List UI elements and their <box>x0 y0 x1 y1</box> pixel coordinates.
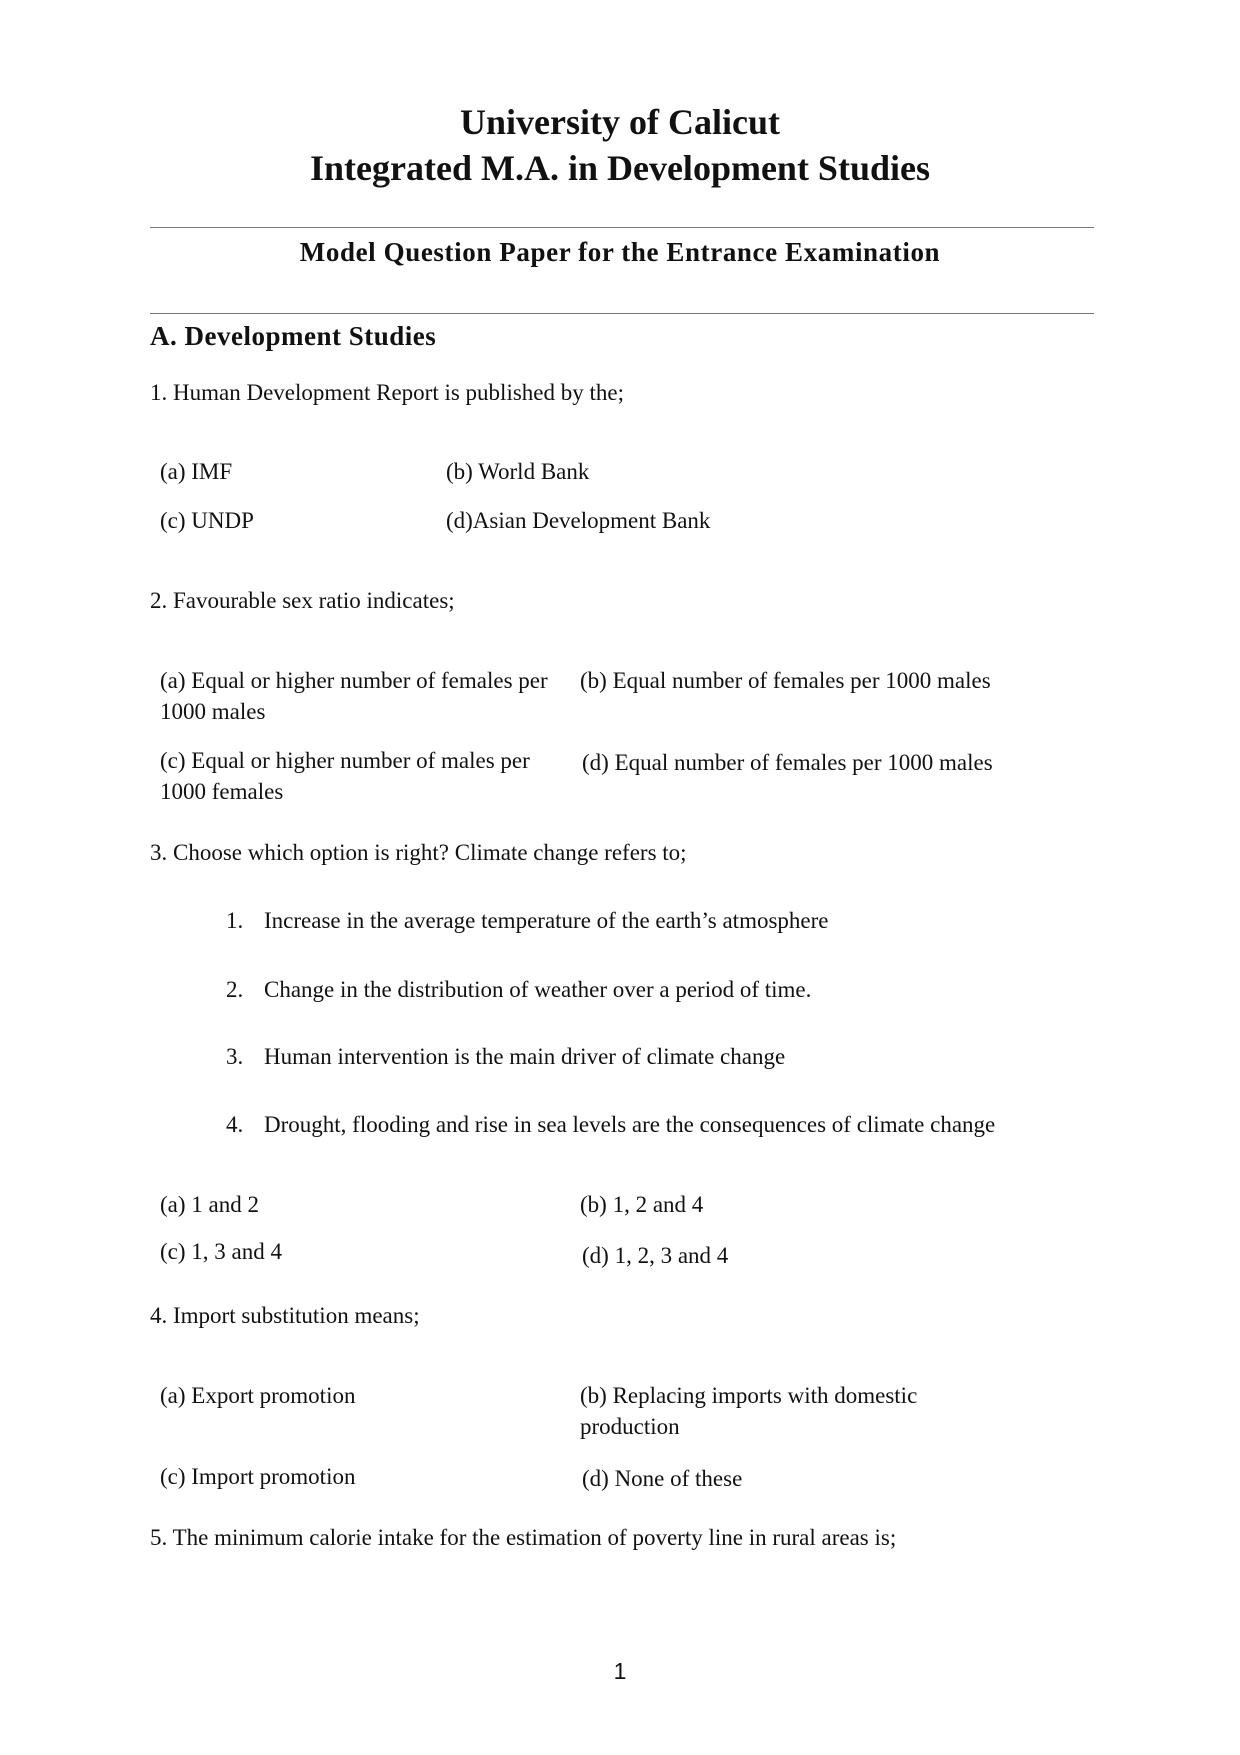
programme-title: Integrated M.A. in Development Studies <box>310 148 930 188</box>
bottom-divider <box>150 313 1094 314</box>
paper-title: Model Question Paper for the Entrance Examination <box>299 237 941 267</box>
top-divider <box>150 227 1094 228</box>
question-3-statement-4: Drought, flooding and rise in sea levels are the consequences of climate change <box>264 1112 996 1137</box>
question-3-statement-1: Increase in the average temperature of the earth’s atmosphere <box>264 908 829 933</box>
question-3-option-c: (c) 1, 3 and 4 <box>160 1239 282 1264</box>
question-3-text: 3. Choose which option is right? Climate change refers to; <box>150 840 687 865</box>
question-3-statement-3: Human intervention is the main driver of climate change <box>264 1044 786 1069</box>
question-4-text: 4. Import substitution means; <box>150 1303 420 1328</box>
question-4-option-d: (d) None of these <box>582 1466 743 1491</box>
question-2-option-a: (a) Equal or higher number of females per 1000 males <box>160 668 548 724</box>
question-5-text: 5. The minimum calorie intake for the estimation of poverty line in rural areas is; <box>150 1525 897 1550</box>
question-4-option-a: (a) Export promotion <box>160 1383 356 1408</box>
question-1-text: 1. Human Development Report is published by the; <box>150 380 624 405</box>
section-heading: A. Development Studies <box>150 321 437 351</box>
question-2-option-b: (b) Equal number of females per 1000 males <box>580 668 991 693</box>
question-3-statement-2-number: 2. <box>226 977 244 1002</box>
university-title: University of Calicut <box>460 102 780 142</box>
question-3-statement-4-number: 4. <box>226 1112 244 1137</box>
question-3-statement-3-number: 3. <box>226 1044 244 1069</box>
question-2-option-c: (c) Equal or higher number of males per 1000 females <box>160 748 530 804</box>
question-1-option-d: (d)Asian Development Bank <box>446 508 711 533</box>
question-3-statement-2: Change in the distribution of weather over a period of time. <box>264 977 812 1002</box>
question-1-option-a: (a) IMF <box>160 459 233 484</box>
question-2-text: 2. Favourable sex ratio indicates; <box>150 588 455 613</box>
question-2-option-d: (d) Equal number of females per 1000 males <box>582 750 993 775</box>
question-1-option-c: (c) UNDP <box>160 508 254 533</box>
question-3-option-b: (b) 1, 2 and 4 <box>580 1192 704 1217</box>
question-1-option-b: (b) World Bank <box>446 459 590 484</box>
question-3-statement-1-number: 1. <box>226 908 244 933</box>
question-3-option-d: (d) 1, 2, 3 and 4 <box>582 1243 729 1268</box>
question-4-option-c: (c) Import promotion <box>160 1464 356 1489</box>
question-4-option-b: (b) Replacing imports with domestic production <box>580 1383 918 1439</box>
page-number: 1 <box>613 1658 627 1684</box>
question-3-option-a: (a) 1 and 2 <box>160 1192 259 1217</box>
